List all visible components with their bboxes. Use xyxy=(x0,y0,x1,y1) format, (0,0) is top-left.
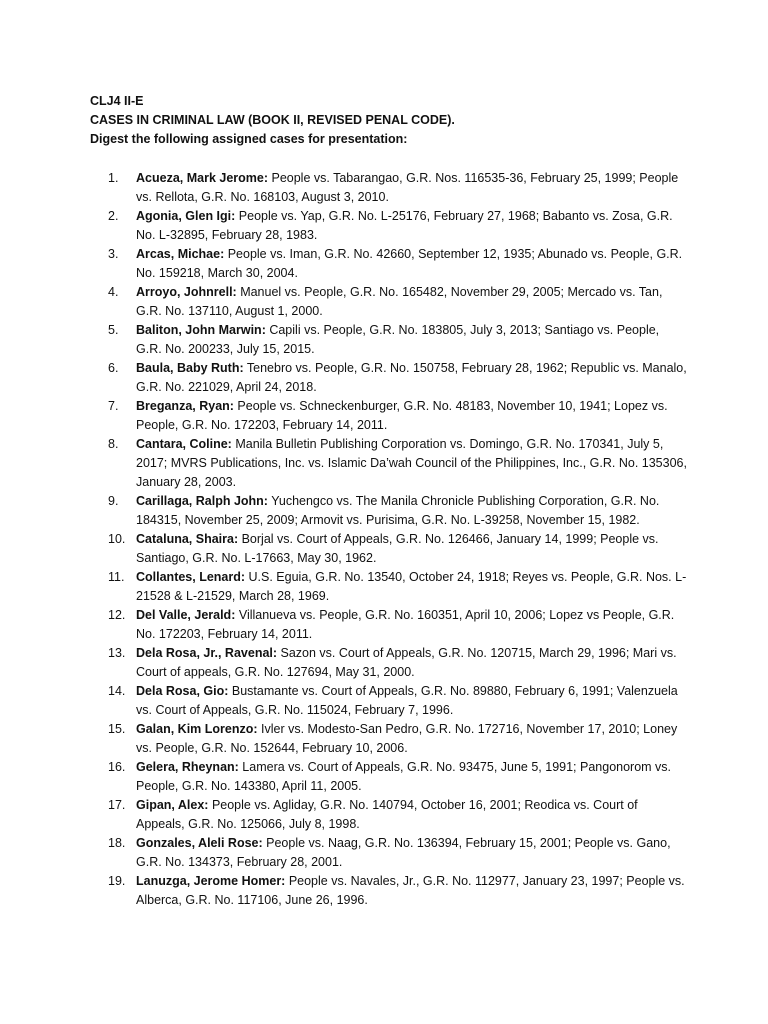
instruction-line: Digest the following assigned cases for presentation: xyxy=(90,132,408,146)
list-item xyxy=(108,283,688,321)
list-item-number: 7. xyxy=(108,399,119,413)
list-item-number: 12. xyxy=(108,608,126,622)
list-item xyxy=(108,872,688,910)
list-item xyxy=(108,568,688,606)
case-citations: Lamera vs. Court of Appeals, G.R. No. 93475, June 5, 1991; Pangonorom vs. People, G.R. No. 143380, April 11, 2005. xyxy=(136,760,672,793)
case-citations: People vs. Navales, Jr., G.R. No. 112977, January 23, 1997; People vs. Alberca, G.R. No. 117106, June 26, 1996. xyxy=(136,874,685,907)
list-item xyxy=(108,492,688,530)
list-item-number: 9. xyxy=(108,494,119,508)
list-item xyxy=(108,682,688,720)
list-item-number: 4. xyxy=(108,285,119,299)
case-citations: Ivler vs. Modesto-San Pedro, G.R. No. 172716, November 17, 2010; Loney vs. People, G.R. No. 152644, February 10, 2006. xyxy=(136,722,678,755)
list-item-number: 18. xyxy=(108,836,126,850)
case-citations: Manuel vs. People, G.R. No. 165482, November 29, 2005; Mercado vs. Tan, G.R. No. 137110, August 1, 2000. xyxy=(136,285,663,318)
list-item-number: 5. xyxy=(108,323,119,337)
list-item-number: 13. xyxy=(108,646,126,660)
list-item xyxy=(108,321,688,359)
student-name: Agonia, Glen Igi: xyxy=(136,209,236,223)
student-name: Arroyo, Johnrell: xyxy=(136,285,237,299)
list-item-number: 11. xyxy=(108,570,125,584)
list-item xyxy=(108,644,688,682)
student-name: Gipan, Alex: xyxy=(136,798,209,812)
case-citations: Tenebro vs. People, G.R. No. 150758, February 28, 1962; Republic vs. Manalo, G.R. No. 221029, April 24, 2018. xyxy=(136,361,687,394)
subject-title: CASES IN CRIMINAL LAW (BOOK II, REVISED PENAL CODE). xyxy=(90,113,455,127)
student-name: Arcas, Michae: xyxy=(136,247,225,261)
case-list xyxy=(108,169,688,910)
case-citations: People vs. Yap, G.R. No. L-25176, February 27, 1968; Babanto vs. Zosa, G.R. No. L-32895, February 28, 1983. xyxy=(136,209,673,242)
student-name: Dela Rosa, Jr., Ravenal: xyxy=(136,646,278,660)
document-header xyxy=(90,92,690,149)
list-item-number: 15. xyxy=(108,722,126,736)
case-citations: U.S. Eguia, G.R. No. 13540, October 24, 1918; Reyes vs. People, G.R. Nos. L-21528 & L-21529, March 28, 1969. xyxy=(136,570,687,603)
list-item-number: 16. xyxy=(108,760,126,774)
list-item xyxy=(108,606,688,644)
student-name: Collantes, Lenard: xyxy=(136,570,246,584)
student-name: Breganza, Ryan: xyxy=(136,399,234,413)
case-citations: People vs. Tabarangao, G.R. Nos. 116535-36, February 25, 1999; People vs. Rellota, G.R. No. 168103, August 3, 2010. xyxy=(136,171,679,204)
student-name: Lanuzga, Jerome Homer: xyxy=(136,874,286,888)
case-citations: Bustamante vs. Court of Appeals, G.R. No. 89880, February 6, 1991; Valenzuela vs. Court of Appeals, G.R. No. 115024, February 7, 1996. xyxy=(136,684,678,717)
list-item-number: 19. xyxy=(108,874,126,888)
student-name: Acueza, Mark Jerome: xyxy=(136,171,269,185)
list-item xyxy=(108,530,688,568)
list-item-number: 17. xyxy=(108,798,126,812)
list-item-number: 14. xyxy=(108,684,126,698)
course-code: CLJ4 II-E xyxy=(90,94,144,108)
student-name: Carillaga, Ralph John: xyxy=(136,494,268,508)
case-citations: Capili vs. People, G.R. No. 183805, July 3, 2013; Santiago vs. People, G.R. No. 200233, July 15, 2015. xyxy=(136,323,660,356)
case-citations: Manila Bulletin Publishing Corporation vs. Domingo, G.R. No. 170341, July 5, 2017; MVRS Publications, Inc. vs. Islamic Da’wah Council of the Philippines, Inc., G.R. No. 135306, January 28, 2003. xyxy=(136,437,687,489)
case-citations: Borjal vs. Court of Appeals, G.R. No. 126466, January 14, 1999; People vs. Santiago, G.R. No. L-17663, May 30, 1962. xyxy=(136,532,659,565)
case-citations: Villanueva vs. People, G.R. No. 160351, April 10, 2006; Lopez vs People, G.R. No. 172203, February 14, 2011. xyxy=(136,608,675,641)
case-citations: People vs. Iman, G.R. No. 42660, September 12, 1935; Abunado vs. People, G.R. No. 159218, March 30, 2004. xyxy=(136,247,683,280)
student-name: Dela Rosa, Gio: xyxy=(136,684,229,698)
student-name: Del Valle, Jerald: xyxy=(136,608,236,622)
student-name: Gonzales, Aleli Rose: xyxy=(136,836,263,850)
case-citations: People vs. Agliday, G.R. No. 140794, October 16, 2001; Reodica vs. Court of Appeals, G.R. No. 125066, July 8, 1998. xyxy=(136,798,638,831)
student-name: Cantara, Coline: xyxy=(136,437,232,451)
student-name: Cataluna, Shaira: xyxy=(136,532,239,546)
case-citations: Sazon vs. Court of Appeals, G.R. No. 120715, March 29, 1996; Mari vs. Court of appeals, G.R. No. 127694, May 31, 2000. xyxy=(136,646,677,679)
list-item-number: 10. xyxy=(108,532,126,546)
list-item-number: 2. xyxy=(108,209,119,223)
list-item-number: 6. xyxy=(108,361,119,375)
case-citations: Yuchengco vs. The Manila Chronicle Publishing Corporation, G.R. No. 184315, November 25, 2009; Armovit vs. Purisima, G.R. No. L-39258, November 15, 1982. xyxy=(136,494,660,527)
student-name: Gelera, Rheynan: xyxy=(136,760,239,774)
case-citations: People vs. Schneckenburger, G.R. No. 48183, November 10, 1941; Lopez vs. People, G.R. No. 172203, February 14, 2011. xyxy=(136,399,668,432)
list-item xyxy=(108,397,688,435)
list-item-number: 1. xyxy=(108,171,119,185)
student-name: Baliton, John Marwin: xyxy=(136,323,266,337)
list-item xyxy=(108,359,688,397)
list-item xyxy=(108,758,688,796)
list-item-number: 3. xyxy=(108,247,119,261)
list-item xyxy=(108,207,688,245)
list-item xyxy=(108,834,688,872)
list-item-number: 8. xyxy=(108,437,119,451)
list-item xyxy=(108,796,688,834)
student-name: Galan, Kim Lorenzo: xyxy=(136,722,258,736)
list-item xyxy=(108,245,688,283)
list-item xyxy=(108,435,688,492)
list-item xyxy=(108,169,688,207)
student-name: Baula, Baby Ruth: xyxy=(136,361,244,375)
case-citations: People vs. Naag, G.R. No. 136394, February 15, 2001; People vs. Gano, G.R. No. 134373, February 28, 2001. xyxy=(136,836,671,869)
list-item xyxy=(108,720,688,758)
